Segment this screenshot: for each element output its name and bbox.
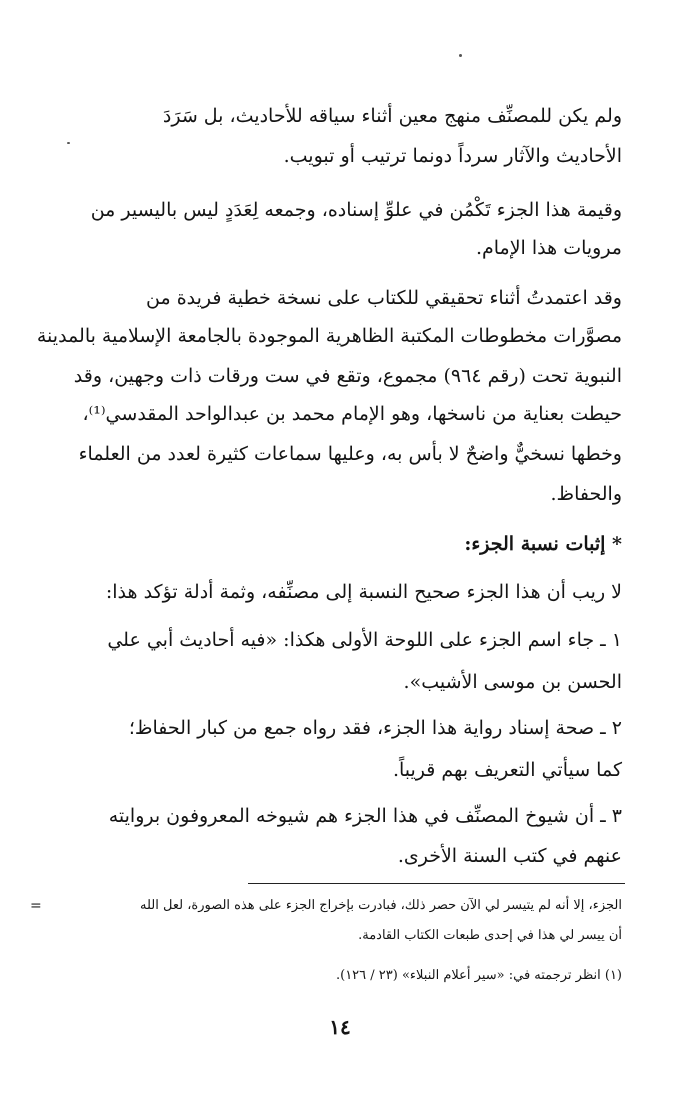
evidence-line: الحسن بن موسى الأشيب». [403, 671, 622, 693]
body-line: مرويات هذا الإمام. [475, 237, 622, 259]
body-line: النبوية تحت (رقم ٩٦٤) مجموع، وتقع في ست ورقات ذات وجهين، وقد [73, 365, 622, 387]
scan-speck [459, 54, 462, 57]
page-number: ١٤ [329, 1015, 351, 1039]
body-line: وقيمة هذا الجزء تَكْمُن في علوِّ إسناده، وجمعه لِعَدَدٍ ليس باليسير من [90, 199, 622, 221]
body-line: وقد اعتمدتُ أثناء تحقيقي للكتاب على نسخة خطية فريدة من [146, 287, 622, 309]
section-heading: * إثبات نسبة الجزء: [464, 533, 622, 555]
footnote-separator [248, 883, 625, 884]
footnote-line: أن ييسر لي هذا في إحدى طبعات الكتاب القادمة. [358, 928, 622, 943]
evidence-line: ٣ ـ أن شيوخ المصنِّف في هذا الجزء هم شيوخه المعروفون بروايته [108, 805, 622, 827]
evidence-line: كما سيأتي التعريف بهم قريباً. [392, 759, 622, 781]
evidence-line: ٢ ـ صحة إسناد رواية هذا الجزء، فقد رواه جمع من كبار الحفاظ؛ [128, 717, 622, 739]
evidence-line: ١ ـ جاء اسم الجزء على اللوحة الأولى هكذا: «فيه أحاديث أبي علي [107, 629, 622, 651]
evidence-line: عنهم في كتب السنة الأخرى. [397, 845, 622, 867]
footnote-continuation-mark: = [30, 898, 42, 914]
body-line: وخطها نسخيٌّ واضحٌ لا بأس به، وعليها سماعات كثيرة لعدد من العلماء [78, 443, 622, 465]
body-line: الأحاديث والآثار سرداً دونما ترتيب أو تبويب. [283, 145, 622, 167]
body-line: ولم يكن للمصنِّف منهج معين أثناء سياقه للأحاديث، بل سَرَدَ [162, 105, 622, 127]
scan-speck [67, 142, 70, 144]
body-line: حيطت بعناية من ناسخها، وهو الإمام محمد بن عبدالواحد المقدسي⁽¹⁾، [82, 403, 622, 425]
footnote-line: الجزء، إلا أنه لم يتيسر لي الآن حصر ذلك، فبادرت بإخراج الجزء على هذه الصورة، لعل الله [140, 898, 622, 913]
body-line: والحفاظ. [550, 483, 622, 505]
intro-line: لا ريب أن هذا الجزء صحيح النسبة إلى مصنِّفه، وثمة أدلة تؤكد هذا: [105, 581, 622, 603]
footnote-1: (١) انظر ترجمته في: «سير أعلام النبلاء» (٢٣ / ١٢٦). [335, 968, 622, 983]
body-line: مصوَّرات مخطوطات المكتبة الظاهرية الموجودة بالجامعة الإسلامية بالمدينة [36, 325, 622, 347]
